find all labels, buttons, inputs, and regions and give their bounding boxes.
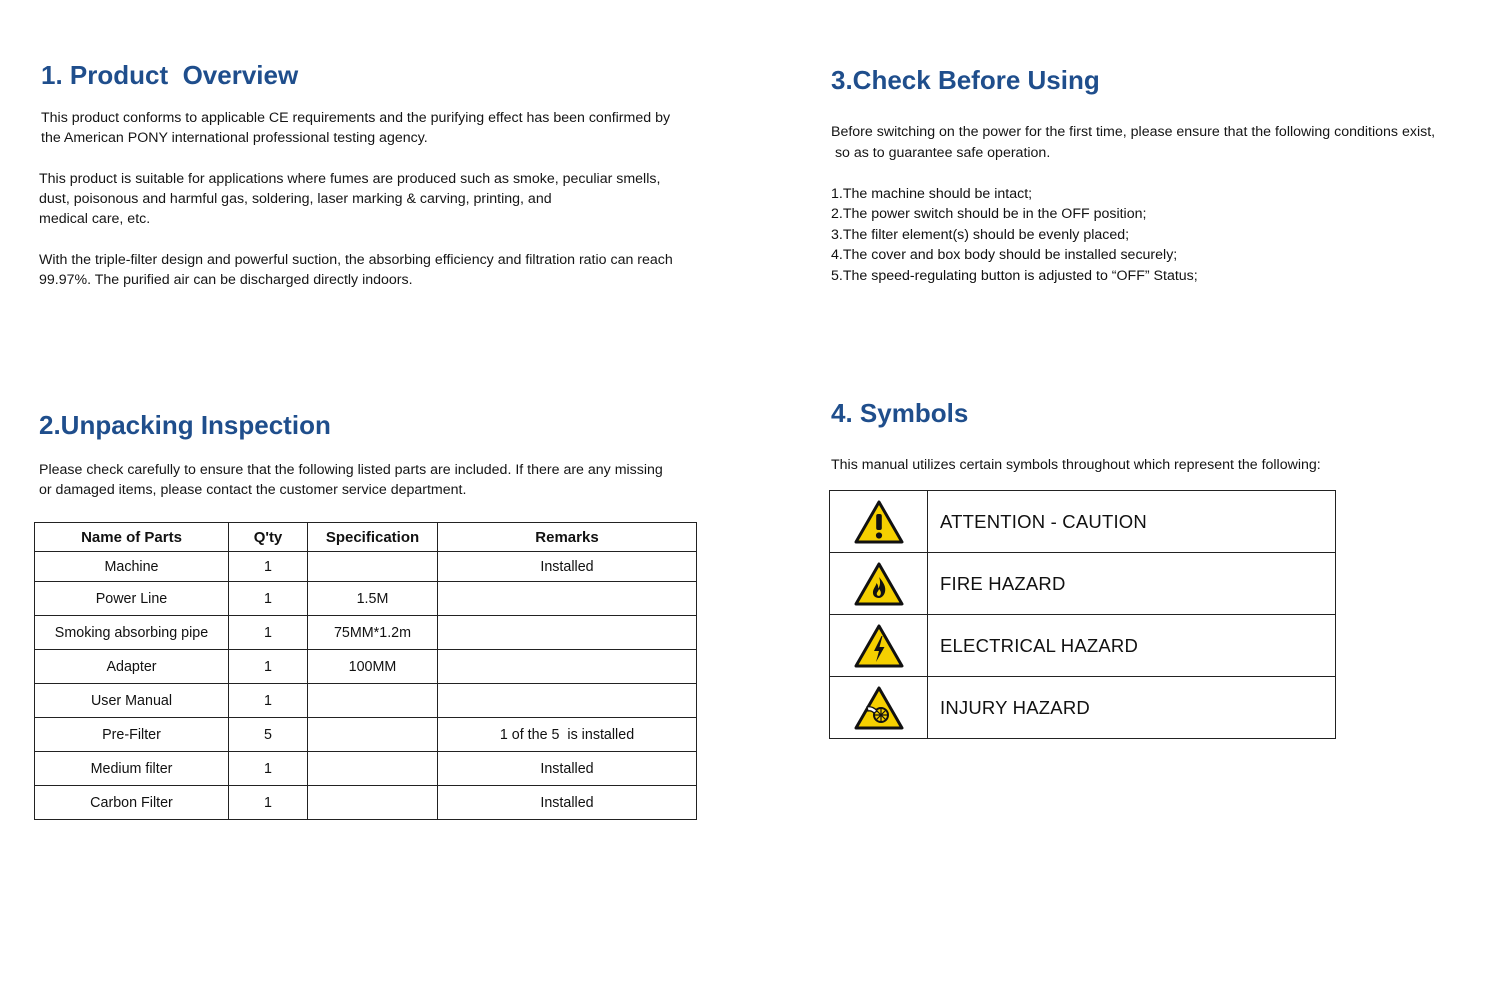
cell-spec: 75MM*1.2m <box>308 616 438 650</box>
overview-paragraph-2 <box>39 169 660 229</box>
cell-remarks <box>438 684 697 718</box>
symbol-icon-cell <box>830 553 928 615</box>
cell-part-name: Pre-Filter <box>35 718 229 752</box>
symbol-label: FIRE HAZARD <box>928 553 1336 615</box>
cell-qty: 1 <box>229 752 308 786</box>
symbol-label: INJURY HAZARD <box>928 677 1336 739</box>
exclamation-warning-icon <box>853 499 905 545</box>
cell-remarks: Installed <box>438 752 697 786</box>
cell-qty: 1 <box>229 786 308 820</box>
header-qty: Q'ty <box>229 523 308 552</box>
header-specification: Specification <box>308 523 438 552</box>
symbols-intro <box>831 455 1321 475</box>
section-title-check-before-using: 3.Check Before Using <box>831 65 1100 95</box>
text-line: or damaged items, please contact the customer service department. <box>39 482 467 498</box>
text-line: Before switching on the power for the first time, please ensure that the following conditions exist, <box>831 124 1436 140</box>
list-item: 3.The filter element(s) should be evenly placed; <box>831 226 1130 243</box>
cell-spec <box>308 552 438 582</box>
section-title-unpacking-inspection: 2.Unpacking Inspection <box>39 410 331 440</box>
cell-remarks: 1 of the 5 is installed <box>438 718 697 752</box>
cell-spec: 100MM <box>308 650 438 684</box>
check-list <box>831 184 1198 286</box>
electrical-warning-icon <box>853 623 905 669</box>
symbol-icon-cell <box>830 615 928 677</box>
cell-spec <box>308 752 438 786</box>
cell-part-name: Carbon Filter <box>35 786 229 820</box>
cell-qty: 1 <box>229 616 308 650</box>
cell-spec <box>308 786 438 820</box>
list-item: 5.The speed-regulating button is adjusted to “OFF” Status; <box>831 267 1198 284</box>
overview-paragraph-1 <box>41 108 670 148</box>
table-row <box>35 582 697 616</box>
cell-qty: 1 <box>229 684 308 718</box>
cell-part-name: User Manual <box>35 684 229 718</box>
text-line: This product conforms to applicable CE requirements and the purifying effect has been confirmed by <box>41 110 671 126</box>
header-name-of-parts: Name of Parts <box>35 523 229 552</box>
cell-remarks: Installed <box>438 786 697 820</box>
list-item: 2.The power switch should be in the OFF position; <box>831 206 1147 223</box>
overview-paragraph-3 <box>39 250 673 290</box>
text-line: dust, poisonous and harmful gas, soldering, laser marking & carving, printing, and <box>39 191 552 207</box>
cell-qty: 5 <box>229 718 308 752</box>
cell-remarks <box>438 582 697 616</box>
symbol-row <box>830 615 1336 677</box>
list-item: 1.The machine should be intact; <box>831 186 1033 202</box>
header-remarks: Remarks <box>438 523 697 552</box>
symbol-row <box>830 491 1336 553</box>
table-row <box>35 552 697 582</box>
cell-remarks <box>438 616 697 650</box>
table-header-row <box>35 523 697 552</box>
symbol-label: ELECTRICAL HAZARD <box>928 615 1336 677</box>
table-row <box>35 616 697 650</box>
table-row <box>35 752 697 786</box>
cell-spec <box>308 718 438 752</box>
symbol-icon-cell <box>830 491 928 553</box>
check-intro <box>831 122 1435 164</box>
symbol-row <box>830 677 1336 739</box>
text-line: With the triple-filter design and powerful suction, the absorbing efficiency and filtration ratio can reach <box>39 252 673 268</box>
section-title-symbols: 4. Symbols <box>831 398 969 428</box>
cell-part-name: Machine <box>35 552 229 582</box>
cell-part-name: Adapter <box>35 650 229 684</box>
cell-remarks <box>438 650 697 684</box>
table-row <box>35 786 697 820</box>
text-line: This product is suitable for applications where fumes are produced such as smoke, peculiar smells, <box>39 171 661 187</box>
symbol-label: ATTENTION - CAUTION <box>928 491 1336 553</box>
symbol-row <box>830 553 1336 615</box>
table-row <box>35 650 697 684</box>
cell-part-name: Power Line <box>35 582 229 616</box>
section-title-product-overview: 1. Product Overview <box>41 60 299 90</box>
symbols-table <box>829 490 1336 739</box>
text-line: medical care, etc. <box>39 211 151 227</box>
text-line: so as to guarantee safe operation. <box>831 145 1051 161</box>
text-line: 99.97%. The purified air can be discharged directly indoors. <box>39 272 413 288</box>
list-item: 4.The cover and box body should be installed securely; <box>831 247 1178 264</box>
cell-part-name: Medium filter <box>35 752 229 786</box>
cell-qty: 1 <box>229 650 308 684</box>
cell-spec: 1.5M <box>308 582 438 616</box>
cell-part-name: Smoking absorbing pipe <box>35 616 229 650</box>
cell-spec <box>308 684 438 718</box>
symbol-icon-cell <box>830 677 928 739</box>
text-line: the American PONY international professional testing agency. <box>41 130 428 146</box>
unpacking-intro <box>39 460 663 500</box>
text-line: Please check carefully to ensure that the following listed parts are included. If there are any missing <box>39 462 663 478</box>
table-row <box>35 684 697 718</box>
fire-warning-icon <box>853 561 905 607</box>
text-line: This manual utilizes certain symbols throughout which represent the following: <box>831 457 1321 473</box>
cell-remarks: Installed <box>438 552 697 582</box>
cell-qty: 1 <box>229 582 308 616</box>
injury-warning-icon <box>853 685 905 731</box>
cell-qty: 1 <box>229 552 308 582</box>
parts-table <box>34 522 697 820</box>
table-row <box>35 718 697 752</box>
